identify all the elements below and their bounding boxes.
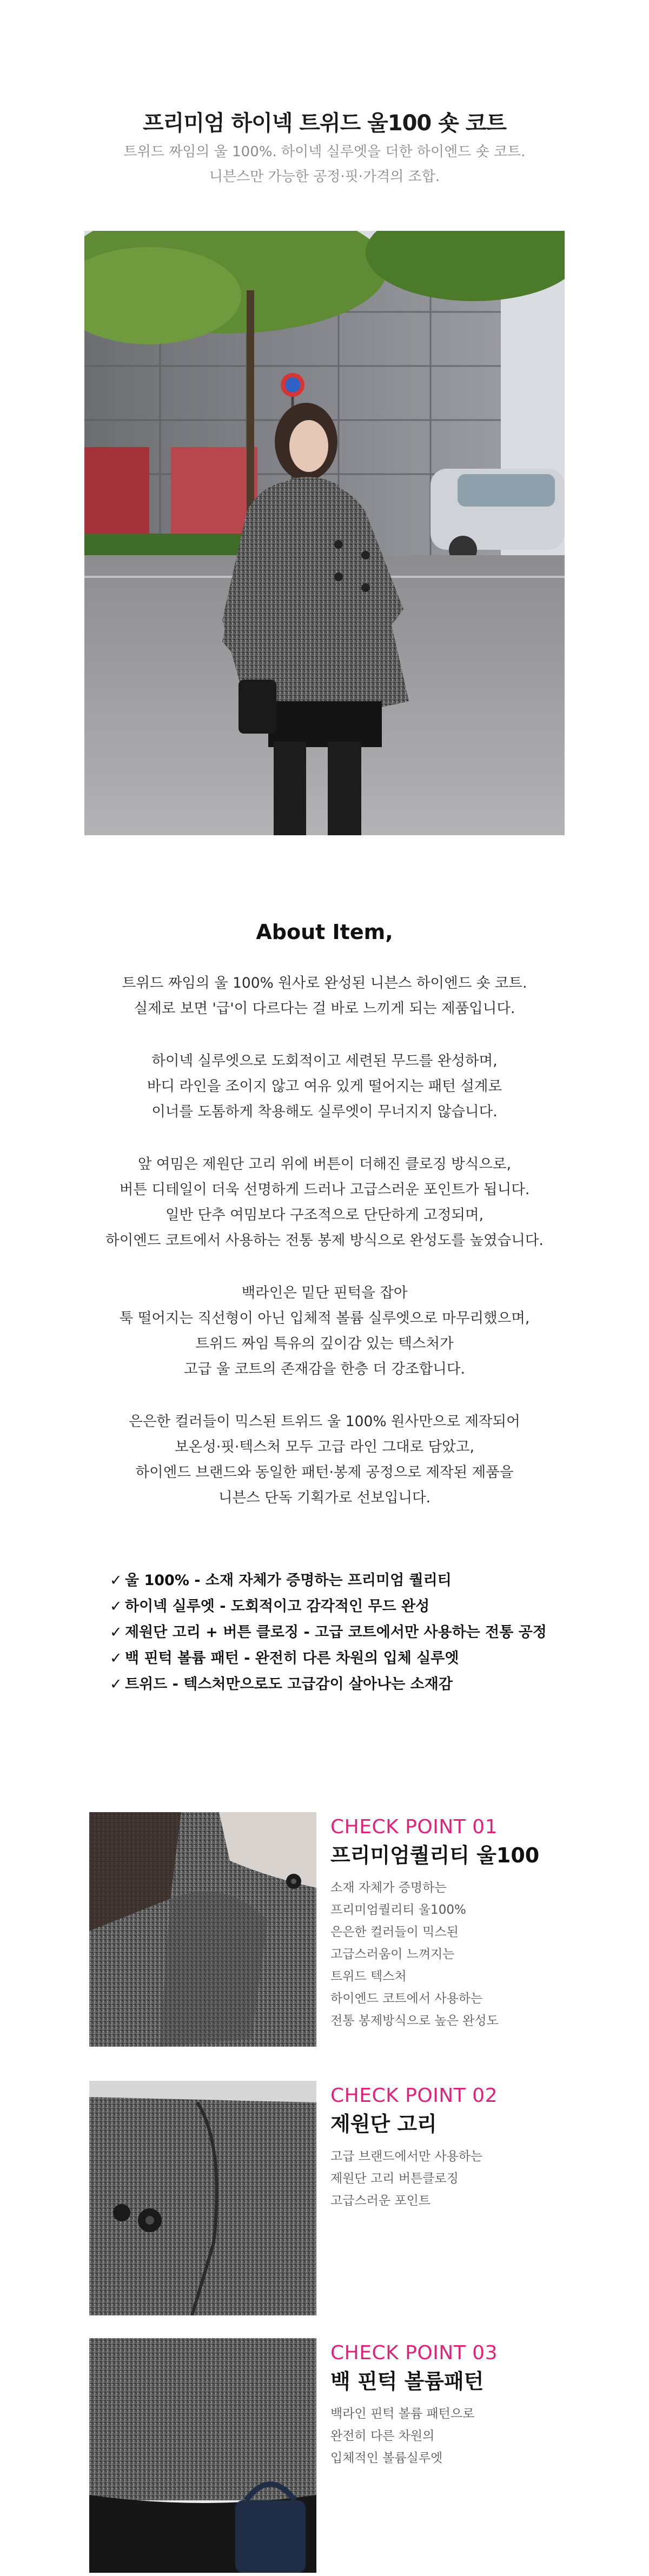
check-item [110, 1646, 597, 1672]
check-item-text: 울 100% - 소재 자체가 증명하는 프리미엄 퀄리티 [125, 1572, 452, 1589]
checkpoint-03 [89, 2338, 565, 2576]
desc-line: 전통 봉제방식으로 높은 완성도 [330, 2014, 499, 2028]
subtitle-line: 니븐스만 가능한 공정·핏·가격의 조합. [209, 169, 440, 185]
checkpoint-label: CHECK POINT 03 [330, 2342, 498, 2364]
about-line: 하이넥 실루엣으로 도회적이고 세련된 무드를 완성하며, [151, 1053, 498, 1069]
desc-line: 은은한 컬러들이 믹스된 [330, 1925, 459, 1939]
desc-line: 소재 자체가 증명하는 [330, 1881, 447, 1895]
about-line: 백라인은 밑단 핀턱을 잡아 [241, 1284, 408, 1301]
about-line: 트위드 짜임 특유의 깊이감 있는 텍스처가 [195, 1335, 454, 1352]
check-item [110, 1568, 597, 1594]
check-item [110, 1594, 597, 1620]
checkpoint-text [330, 2338, 568, 2470]
check-item [110, 1672, 597, 1698]
about-line: 일반 단추 여밈보다 구조적으로 단단하게 고정되며, [165, 1207, 484, 1223]
checkpoint-02 [89, 2081, 565, 2319]
checkpoint-description [330, 2146, 568, 2212]
desc-line: 백라인 핀턱 볼륨 패턴으로 [330, 2407, 475, 2421]
about-line: 니븐스 단독 기획가로 선보입니다. [218, 1489, 431, 1506]
check-item-text: 제원단 고리 + 버튼 클로징 - 고급 코트에서만 사용하는 전통 공정 [125, 1624, 547, 1641]
checkpoint-heading: 프리미엄퀄리티 울100 [330, 1843, 540, 1867]
desc-line: 고급 브랜드에서만 사용하는 [330, 2149, 483, 2164]
about-paragraph [0, 1151, 649, 1253]
about-line: 바디 라인을 조이지 않고 여유 있게 떨어지는 패턴 설계로 [147, 1078, 502, 1095]
desc-line: 입체적인 볼륨실루엣 [330, 2451, 443, 2465]
product-title: 프리미엄 하이넥 트위드 울100 숏 코트 [142, 111, 507, 136]
check-icon: ✓ [110, 1676, 122, 1693]
checkpoint-label: CHECK POINT 02 [330, 2085, 498, 2107]
about-paragraph [0, 1280, 649, 1382]
about-description [0, 970, 649, 1537]
desc-line: 고급스러움이 느껴지는 [330, 1947, 455, 1961]
checkpoint-photo [89, 2338, 316, 2573]
subtitle-line: 트위드 짜임의 울 100%. 하이넥 실루엣을 더한 하이엔드 숏 코트. [123, 144, 526, 160]
about-line: 은은한 컬러들이 믹스된 트위드 울 100% 원사만으로 제작되어 [129, 1413, 520, 1430]
about-line: 이너를 도톰하게 착용해도 실루엣이 무너지지 않습니다. [151, 1103, 498, 1120]
about-line: 앞 여밈은 제원단 고리 위에 버튼이 더해진 클로징 방식으로, [137, 1156, 512, 1173]
desc-line: 완전히 다른 차원의 [330, 2429, 435, 2443]
desc-line: 프리미엄퀄리티 울100% [330, 1903, 466, 1917]
desc-line: 제원단 고리 버튼클로징 [330, 2172, 459, 2186]
check-item-text: 트위드 - 텍스처만으로도 고급감이 살아나는 소재감 [125, 1676, 453, 1693]
about-line: 트위드 짜임의 울 100% 원사로 완성된 니븐스 하이엔드 숏 코트. [122, 975, 527, 991]
about-paragraph [0, 1048, 649, 1124]
feature-check-list [110, 1568, 597, 1698]
check-item-text: 하이넥 실루엣 - 도회적이고 감각적인 무드 완성 [125, 1598, 430, 1615]
about-line: 버튼 디테일이 더욱 선명하게 드러나 고급스러운 포인트가 됩니다. [119, 1181, 530, 1198]
checkpoint-label: CHECK POINT 01 [330, 1816, 498, 1838]
desc-line: 트위드 텍스처 [330, 1969, 407, 1983]
checkpoint-photo [89, 2081, 316, 2315]
desc-line: 고급스러운 포인트 [330, 2194, 431, 2208]
check-icon: ✓ [110, 1572, 122, 1589]
check-icon: ✓ [110, 1624, 122, 1641]
about-line: 고급 울 코트의 존재감을 한층 더 강조합니다. [184, 1361, 465, 1377]
about-line: 하이엔드 브랜드와 동일한 패턴·봉제 공정으로 제작된 제품을 [135, 1464, 514, 1481]
checkpoint-heading: 백 핀턱 볼륨패턴 [330, 2369, 484, 2393]
checkpoint-text [330, 2081, 568, 2212]
about-paragraph [0, 970, 649, 1021]
checkpoint-description [330, 2403, 568, 2470]
checkpoint-heading: 제원단 고리 [330, 2112, 437, 2136]
checkpoint-text [330, 1812, 568, 2032]
about-line: 실제로 보면 '급'이 다르다는 걸 바로 느끼게 되는 제품입니다. [134, 1000, 515, 1017]
about-paragraph [0, 1409, 649, 1510]
about-line: 보온성·핏·텍스처 모두 고급 라인 그대로 담았고, [175, 1439, 474, 1455]
check-item [110, 1620, 597, 1646]
main-product-photo [84, 231, 565, 835]
checkpoint-photo [89, 1812, 316, 2047]
desc-line: 하이엔드 코트에서 사용하는 [330, 1992, 483, 2006]
check-icon: ✓ [110, 1650, 122, 1667]
check-item-text: 백 핀턱 볼륨 패턴 - 완전히 다른 차원의 입체 실루엣 [125, 1650, 459, 1667]
checkpoint-description [330, 1877, 568, 2032]
about-item-title: About Item, [256, 920, 393, 944]
about-line: 하이엔드 코트에서 사용하는 전통 봉제 방식으로 완성도를 높였습니다. [105, 1232, 544, 1249]
checkpoint-01 [89, 1812, 565, 2050]
product-subtitle [0, 139, 649, 189]
check-icon: ✓ [110, 1598, 122, 1615]
about-line: 툭 떨어지는 직선형이 아닌 입체적 볼륨 실루엣으로 마무리했으며, [119, 1310, 530, 1327]
